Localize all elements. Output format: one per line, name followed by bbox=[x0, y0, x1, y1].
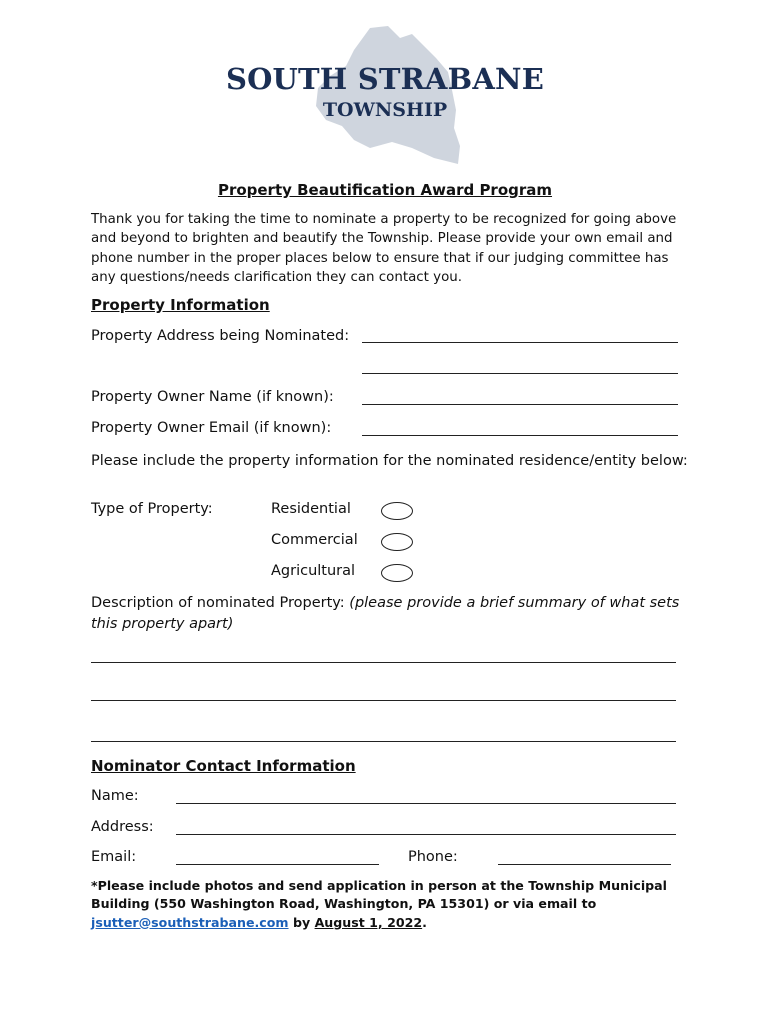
include-info-text: Please include the property information for the nominated residence/entity below: bbox=[91, 453, 688, 469]
owner-name-label: Property Owner Name (if known): bbox=[91, 389, 334, 405]
residential-radio[interactable] bbox=[381, 502, 413, 520]
agricultural-radio[interactable] bbox=[381, 564, 413, 582]
nominator-phone-field[interactable] bbox=[498, 864, 671, 865]
contact-email-link[interactable]: jsutter@southstrabane.com bbox=[91, 914, 289, 930]
description-hint: (please provide a brief summary of what sets this property apart) bbox=[91, 595, 680, 632]
description-field-line2[interactable] bbox=[91, 700, 676, 701]
property-type-label: Type of Property: bbox=[91, 501, 213, 517]
nominator-email-label: Email: bbox=[91, 849, 137, 865]
property-info-heading: Property Information bbox=[91, 296, 270, 314]
option-commercial-label: Commercial bbox=[271, 532, 358, 548]
nominator-address-field[interactable] bbox=[176, 834, 676, 835]
logo-subtitle: TOWNSHIP bbox=[322, 99, 448, 121]
intro-text: Thank you for taking the time to nominate a property to be recognized for going above and beyond to brighten and beautify the Township. Please provide your own email and phone number in the proper places below to ensure that if our judging committee has any questions/needs clarification they can contact you. bbox=[91, 212, 677, 285]
nominator-heading: Nominator Contact Information bbox=[91, 757, 356, 775]
commercial-radio[interactable] bbox=[381, 533, 413, 551]
property-address-field-line2[interactable] bbox=[362, 373, 678, 374]
submission-note-text: *Please include photos and send application in person at the Township Municipal Building (550 Washington Road, Washington, PA 15301) or via email to bbox=[91, 878, 667, 912]
owner-name-field[interactable] bbox=[362, 404, 678, 405]
nominator-phone-label: Phone: bbox=[408, 849, 458, 865]
description-prompt bbox=[91, 593, 691, 634]
property-address-field[interactable] bbox=[362, 342, 678, 343]
submission-deadline: August 1, 2022 bbox=[314, 914, 423, 930]
nominator-address-label: Address: bbox=[91, 819, 154, 835]
page-title: Property Beautification Award Program bbox=[217, 181, 553, 199]
nominator-name-field[interactable] bbox=[176, 803, 676, 804]
description-label: Description of nominated Property: bbox=[91, 595, 345, 611]
submission-period: . bbox=[422, 914, 427, 930]
description-field-line3[interactable] bbox=[91, 741, 676, 742]
nominator-email-field[interactable] bbox=[176, 864, 379, 865]
owner-email-field[interactable] bbox=[362, 435, 678, 436]
owner-email-label: Property Owner Email (if known): bbox=[91, 420, 332, 436]
logo-title: SOUTH STRABANE bbox=[225, 62, 545, 96]
option-residential-label: Residential bbox=[271, 501, 351, 517]
nominator-name-label: Name: bbox=[91, 788, 139, 804]
option-agricultural-label: Agricultural bbox=[271, 563, 356, 579]
submission-by: by bbox=[292, 914, 311, 930]
description-field-line1[interactable] bbox=[91, 662, 676, 663]
property-address-label: Property Address being Nominated: bbox=[91, 328, 350, 344]
submission-note bbox=[91, 877, 691, 932]
